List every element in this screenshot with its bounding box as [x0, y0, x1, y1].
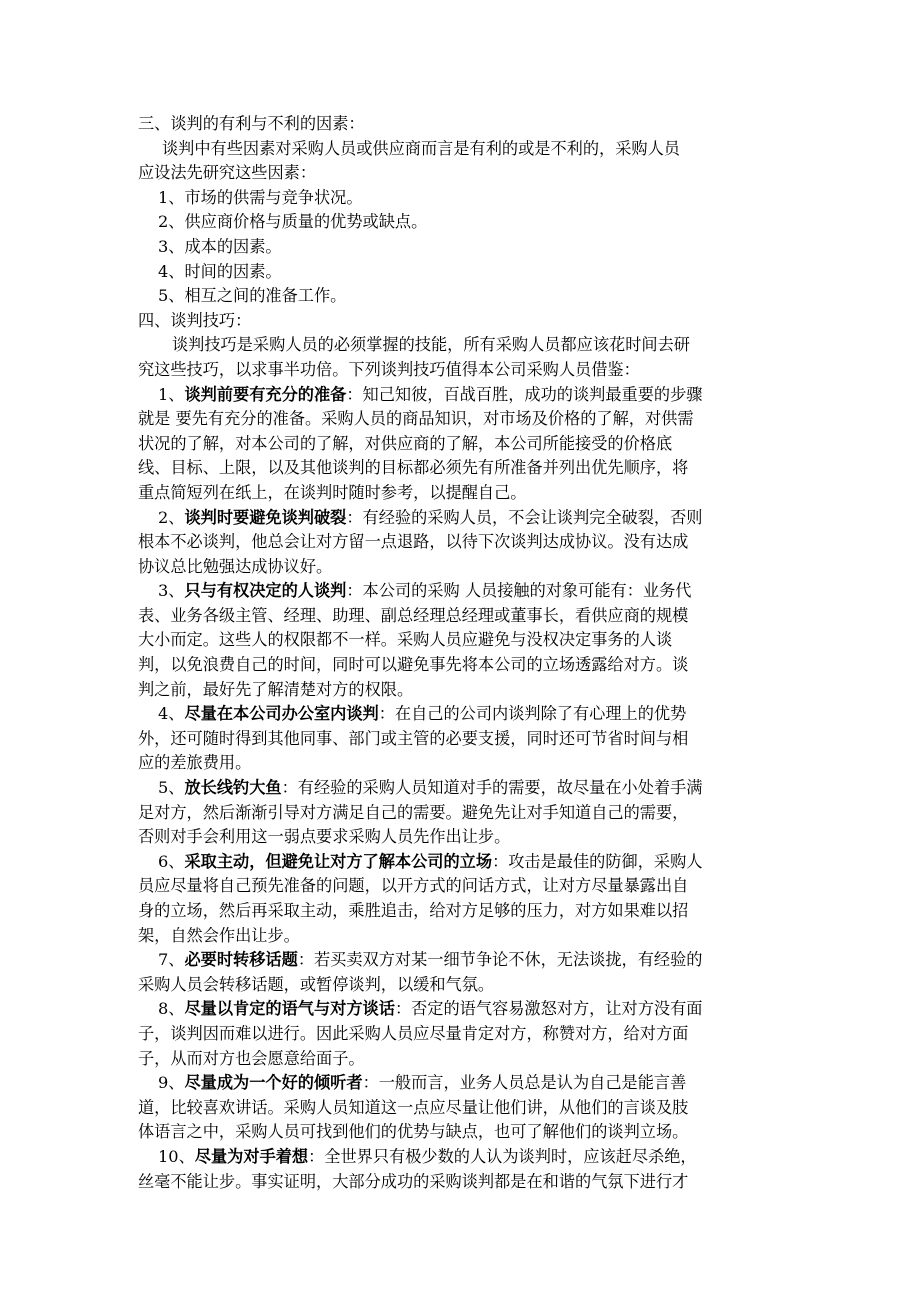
tip-title: 采取主动，但避免让对方了解本公司的立场 [184, 851, 493, 871]
tip-title: 只与有权决定的人谈判 [184, 581, 347, 601]
tip-text: ：否定的语气容易激怒对方，让对方没有面 [394, 999, 703, 1019]
paragraph-line: 应设法先研究这些因素： [138, 163, 317, 183]
paragraph-line: 判之前，最好先了解清楚对方的权限。 [138, 679, 414, 699]
paragraph-line: 线、目标、上限，以及其他谈判的目标都必须先有所准备并列出优先顺序，将 [138, 458, 689, 478]
tip-heading-line [138, 948, 778, 973]
tip-heading-line [138, 579, 778, 604]
tip-text: ：攻击是最佳的防御，采购人 [492, 851, 703, 871]
document-body [138, 112, 778, 1194]
tip-number: 2、 [158, 507, 185, 527]
paragraph-line: 协议总比勉强达成协议好。 [138, 556, 333, 576]
tip-heading-line [138, 383, 778, 408]
tip-heading-line [138, 997, 778, 1022]
tip-text: ：若买卖双方对某一细节争论不休，无法谈拢，有经验的 [297, 950, 703, 970]
tip-text: ：有经验的采购人员，不会让谈判完全破裂，否则 [346, 507, 703, 527]
tip-number: 8、 [158, 999, 185, 1019]
paragraph-line: 根本不必谈判，他总会让对方留一点退路，以待下次谈判达成协议。没有达成 [138, 532, 689, 552]
paragraph-line: 体语言之中，采购人员可找到他们的优势与缺点，也可了解他们的谈判立场。 [138, 1122, 689, 1142]
tip-heading-line [138, 506, 778, 531]
paragraph-line: 状况的了解，对本公司的了解，对供应商的了解，本公司所能接受的价格底 [138, 433, 673, 453]
list-item: 1、市场的供需与竞争状况。 [158, 187, 363, 207]
tip-text: ：一般而言，业务人员总是认为自己是能言善 [362, 1073, 687, 1093]
tip-text: ：本公司的采购 人员接触的对象可能有：业务代 [346, 581, 692, 601]
paragraph-line: 判，以免浪费自己的时间，同时可以避免事先将本公司的立场透露给对方。谈 [138, 655, 689, 675]
section-heading-3: 三、谈判的有利与不利的因素： [138, 114, 365, 133]
paragraph-line: 道，比较喜欢讲话。采购人员知道这一点应尽量让他们讲，从他们的言谈及肢 [138, 1097, 689, 1117]
paragraph-line: 谈判技巧是采购人员的必须掌握的技能，所有采购人员都应该花时间去研 [172, 335, 690, 355]
tip-text: ：全世界只有极少数的人认为谈判时，应该赶尽杀绝， [308, 1146, 697, 1166]
paragraph-line: 丝毫不能让步。事实证明，大部分成功的采购谈判都是在和谐的气氛下进行才 [138, 1171, 689, 1191]
tip-number: 5、 [158, 778, 185, 798]
paragraph-line: 就是 要先有充分的准备。采购人员的商品知识，对市场及价格的了解，对供需 [138, 409, 694, 429]
paragraph-line: 子，从而对方也会愿意给面子。 [138, 1048, 365, 1068]
paragraph-line: 重点简短列在纸上，在谈判时随时参考，以提醒自己。 [138, 482, 527, 502]
section-heading-4: 四、谈判技巧： [138, 310, 252, 330]
paragraph-line: 谈判中有些因素对采购人员或供应商而言是有利的或是不利的，采购人员 [162, 138, 680, 158]
tip-number: 6、 [158, 851, 185, 871]
tip-title: 谈判前要有充分的准备 [184, 384, 347, 404]
paragraph-line: 采购人员会转移话题，或暂停谈判，以缓和气氛。 [138, 974, 495, 994]
paragraph-line: 大小而定。这些人的权限都不一样。采购人员应避免与没权决定事务的人谈 [138, 630, 673, 650]
tip-heading-line [138, 776, 778, 801]
list-item: 3、成本的因素。 [158, 236, 282, 256]
tip-heading-line [138, 1071, 778, 1096]
tip-title: 谈判时要避免谈判破裂 [184, 507, 347, 527]
paragraph-line: 外，还可随时得到其他同事、部门或主管的必要支援，同时还可节省时间与相 [138, 728, 689, 748]
list-item: 4、时间的因素。 [158, 261, 282, 281]
paragraph-line: 足对方，然后渐渐引导对方满足自己的需要。避免先让对手知道自己的需要， [138, 802, 689, 822]
tip-text: ：有经验的采购人员知道对手的需要，故尽量在小处着手满 [281, 778, 703, 798]
paragraph-line: 架，自然会作出让步。 [138, 925, 300, 945]
paragraph-line: 身的立场，然后再采取主动，乘胜追击，给对方足够的压力，对方如果难以招 [138, 901, 689, 920]
tip-number: 9、 [158, 1073, 185, 1093]
tip-title: 尽量成为一个好的倾听者 [184, 1073, 363, 1093]
tip-number: 4、 [158, 704, 185, 724]
tip-title: 尽量以肯定的语气与对方谈话 [184, 999, 395, 1019]
tip-text: ：知己知彼，百战百胜，成功的谈判最重要的步骤 [346, 384, 703, 404]
tip-title: 必要时转移话题 [184, 950, 298, 970]
tip-number: 3、 [158, 581, 185, 601]
paragraph-line: 员应尽量将自己预先准备的问题，以开方式的问话方式，让对方尽量暴露出自 [138, 876, 689, 896]
list-item: 5、相互之间的准备工作。 [158, 286, 347, 306]
tip-text: ：在自己的公司内谈判除了有心理上的优势 [378, 704, 687, 724]
paragraph-line: 应的差旅费用。 [138, 753, 252, 773]
paragraph-line: 子，谈判因而难以进行。因此采购人员应尽量肯定对方，称赞对方，给对方面 [138, 1023, 689, 1043]
tip-heading-line [138, 1145, 778, 1170]
tip-heading-line [138, 702, 778, 727]
tip-title: 尽量在本公司办公室内谈判 [184, 704, 379, 724]
paragraph-line: 否则对手会利用这一弱点要求采购人员先作出让步。 [138, 827, 511, 847]
list-item: 2、供应商价格与质量的优势或缺点。 [158, 212, 428, 232]
tip-heading-line [138, 850, 778, 875]
tip-number: 7、 [158, 950, 185, 970]
tip-number: 1、 [158, 384, 185, 404]
paragraph-line: 表、业务各级主管、经理、助理、副总经理总经理或董事长，看供应商的规模 [138, 605, 689, 625]
paragraph-line: 究这些技巧，以求事半功倍。下列谈判技巧值得本公司采购人员借鉴： [138, 359, 640, 379]
tip-title: 放长线钓大鱼 [184, 778, 282, 798]
tip-number: 10、 [158, 1146, 195, 1166]
tip-title: 尽量为对手着想 [194, 1146, 309, 1166]
